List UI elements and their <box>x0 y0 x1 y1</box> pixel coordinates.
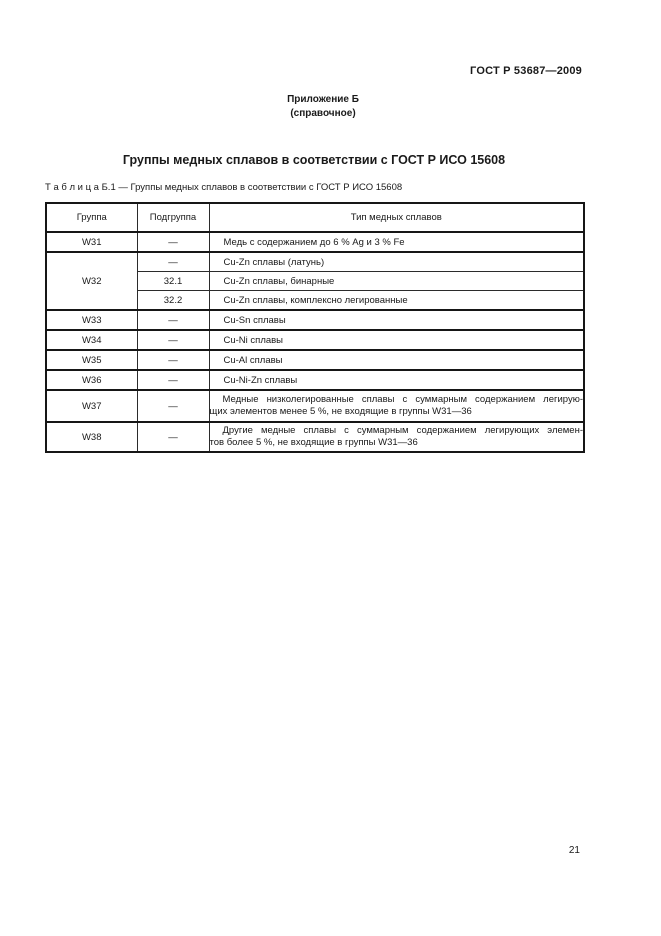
table-row <box>46 310 584 330</box>
group-cell: W38 <box>46 422 137 452</box>
col-header-type: Тип медных сплавов <box>209 203 584 232</box>
table-row <box>46 252 584 272</box>
group-cell: W34 <box>46 330 137 350</box>
type-cell <box>209 350 584 370</box>
type-text-line: щих элементов менее 5 %, не входящие в группы W31—36 <box>209 406 472 417</box>
type-text-line: Медные низколегированные сплавы с суммарным содержанием легирую- <box>222 394 583 405</box>
group-cell: W31 <box>46 232 137 252</box>
type-text: Медь с содержанием до 6 % Ag и 3 % Fe <box>223 236 405 248</box>
type-text: Cu-Ni сплавы <box>223 334 284 346</box>
type-cell <box>209 252 584 272</box>
table-caption: Т а б л и ц а Б.1 — Группы медных сплавов в соответствии с ГОСТ Р ИСО 15608 <box>45 182 403 193</box>
appendix-title: Приложение Б <box>287 94 359 105</box>
type-text: Cu-Sn сплавы <box>223 314 286 326</box>
subgroup-cell: 32.2 <box>137 291 209 311</box>
type-cell <box>209 390 584 422</box>
col-header-group: Группа <box>46 203 137 232</box>
group-cell: W33 <box>46 310 137 330</box>
group-cell: W37 <box>46 390 137 422</box>
subgroup-cell: — <box>137 232 209 252</box>
col-header-subgroup: Подгруппа <box>137 203 209 232</box>
subgroup-cell: 32.1 <box>137 272 209 291</box>
type-cell <box>209 310 584 330</box>
table-row <box>46 232 584 252</box>
type-cell <box>209 291 584 311</box>
table-row <box>46 350 584 370</box>
type-text: Cu-Zn сплавы, комплексно легированные <box>223 294 408 306</box>
appendix-subtitle: (справочное) <box>290 107 356 119</box>
type-text: Cu-Zn сплавы (латунь) <box>223 256 325 268</box>
type-cell <box>209 370 584 390</box>
alloy-groups-table <box>45 202 585 453</box>
subgroup-cell: — <box>137 310 209 330</box>
type-text: Cu-Zn сплавы, бинарные <box>223 275 335 287</box>
section-title: Группы медных сплавов в соответствии с ГОСТ Р ИСО 15608 <box>122 153 506 167</box>
type-text-line: Другие медные сплавы с суммарным содержанием легирующих элемен- <box>222 425 583 436</box>
table-header-row <box>46 203 584 232</box>
subgroup-cell: — <box>137 350 209 370</box>
subgroup-cell: — <box>137 252 209 272</box>
subgroup-cell: — <box>137 390 209 422</box>
table-row <box>46 390 584 422</box>
table-row <box>46 330 584 350</box>
page-number: 21 <box>568 845 580 856</box>
group-cell: W36 <box>46 370 137 390</box>
type-text: Cu-Al сплавы <box>223 354 283 366</box>
group-cell: W32 <box>46 252 137 310</box>
type-text: Cu-Ni-Zn сплавы <box>223 374 298 386</box>
table-row <box>46 370 584 390</box>
appendix-heading <box>0 93 646 120</box>
type-text-line: тов более 5 %, не входящие в группы W31—36 <box>209 437 418 448</box>
table-row <box>46 422 584 452</box>
type-cell <box>209 330 584 350</box>
type-cell <box>209 272 584 291</box>
alloy-groups-table-wrap <box>45 202 585 453</box>
subgroup-cell: — <box>137 370 209 390</box>
type-cell <box>209 232 584 252</box>
type-cell <box>209 422 584 452</box>
subgroup-cell: — <box>137 330 209 350</box>
group-cell: W35 <box>46 350 137 370</box>
doc-code: ГОСТ Р 53687—2009 <box>470 65 582 77</box>
subgroup-cell: — <box>137 422 209 452</box>
